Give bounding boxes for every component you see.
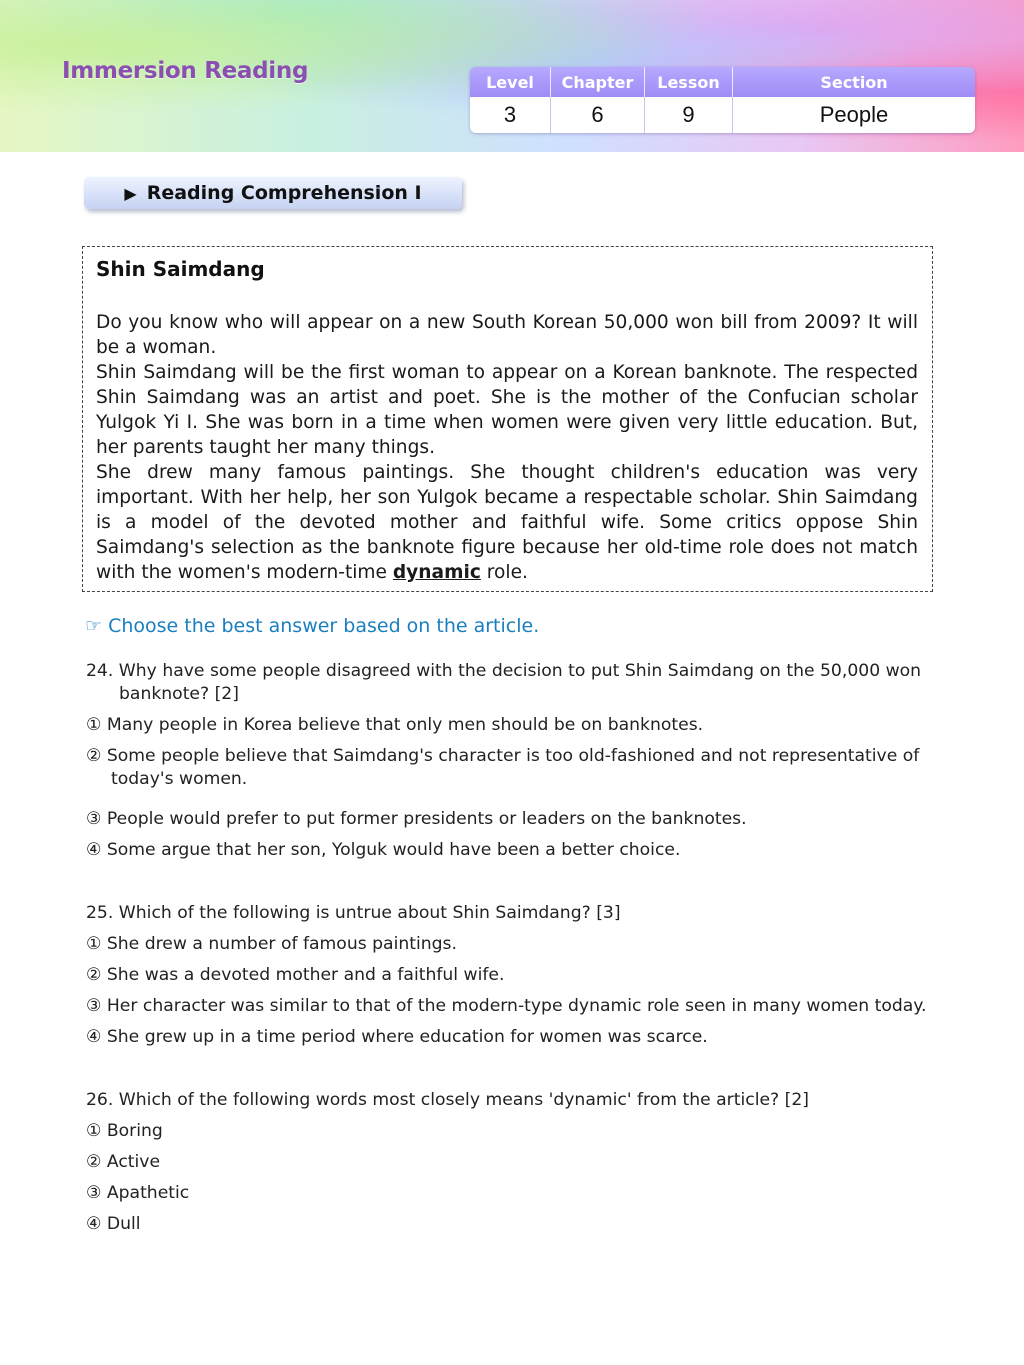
level-header: Level [470,67,551,97]
answer-option[interactable]: ④ She grew up in a time period where education for women was scarce. [86,1027,708,1047]
answer-option[interactable]: ③ People would prefer to put former presidents or leaders on the banknotes. [86,809,747,829]
lesson-info-header [470,67,975,97]
play-triangle-icon: ▶ [124,183,137,203]
chapter-header: Chapter [551,67,645,97]
article-box [82,246,933,592]
lesson-info-values [470,97,975,133]
answer-option[interactable]: ③ Apathetic [86,1183,190,1203]
answer-option[interactable]: ② She was a devoted mother and a faithful wife. [86,965,505,985]
article-body [96,310,918,585]
question-stem-line: 24. Why have some people disagreed with the decision to put Shin Saimdang on the 50,000 won [86,661,922,681]
page-header [0,0,1024,152]
lesson-header: Lesson [645,67,733,97]
article-text: role. [480,562,528,583]
article-title: Shin Saimdang [96,257,265,281]
chapter-value: 6 [551,97,645,133]
logo: Immersion Reading [62,58,309,84]
answer-option[interactable]: ④ Dull [86,1214,141,1234]
article-paragraph: Shin Saimdang will be the first woman to appear on a Korean banknote. The respected Shin Saimdang was an artist and poet. She is the mother of the Confucian scholar Yulgok Yi I. She was born in a time when women were given very little education. But, her parents taught her many things. [96,362,918,458]
level-value: 3 [470,97,551,133]
section-label [84,177,462,209]
answer-option-line: ② Some people believe that Saimdang's character is too old-fashioned and not representative of [86,746,920,766]
answer-option[interactable]: ① She drew a number of famous paintings. [86,934,457,954]
answer-option[interactable] [86,745,944,791]
instruction-text: ☞ Choose the best answer based on the article. [85,615,540,637]
lesson-value: 9 [645,97,733,133]
article-paragraph [96,460,918,585]
question-26 [86,1089,944,1236]
answer-option[interactable]: ① Many people in Korea believe that only men should be on banknotes. [86,715,704,735]
question-stem [86,660,944,706]
question-stem: 26. Which of the following words most closely means 'dynamic' from the article? [2] [86,1090,809,1110]
article-paragraph: Do you know who will appear on a new South Korean 50,000 won bill from 2009? It will be a woman. [96,312,918,358]
section-header: Section [820,72,888,92]
answer-option[interactable]: ④ Some argue that her son, Yolguk would have been a better choice. [86,840,681,860]
question-24 [86,660,944,862]
answer-option[interactable]: ① Boring [86,1121,163,1141]
question-stem-line: banknote? [2] [119,684,239,704]
keyword-dynamic: dynamic [392,562,481,583]
lesson-info-table [470,67,975,133]
section-label-text: Reading Comprehension Ⅰ [146,182,422,204]
question-list [86,660,944,1236]
question-25 [86,902,944,1049]
article-text: She drew many famous paintings. She thought children's education was very important. With her help, her son Yulgok became a respectable scholar. Shin Saimdang is a model of the devoted mother and faithful wife. Some critics oppose Shin Saimdang's selection as the banknote figure because her old-time role does not match with the women's modern-time [96,462,918,583]
answer-option[interactable]: ② Active [86,1152,161,1172]
answer-option-line: today's women. [111,769,248,789]
question-stem: 25. Which of the following is untrue about Shin Saimdang? [3] [86,903,621,923]
answer-option[interactable]: ③ Her character was similar to that of the modern-type dynamic role seen in many women today. [86,996,927,1016]
section-value: People [819,102,889,127]
